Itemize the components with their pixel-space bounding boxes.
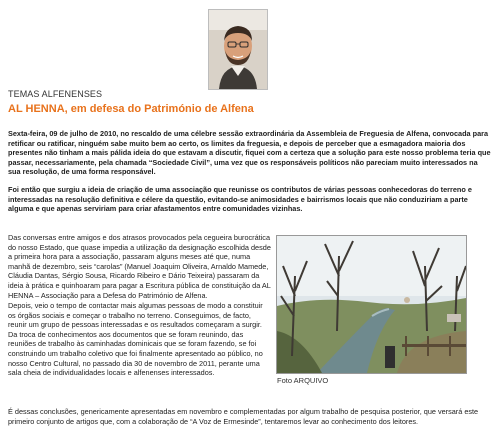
- photo-caption: Foto ARQUIVO: [277, 376, 329, 385]
- article-paragraph-2: Foi então que surgiu a ideia de criação de uma associação que reunisse os contributos de várias pessoas conhecedoras do terreno e interessadas na resolução definitiva e célere da questão, evitando-se animosidades e bairrismos locais que não conduziriam a parte alguma e que apenas serviriam para criar afastamentos entre comunidades vizinhas.: [8, 185, 472, 214]
- author-photo: [208, 9, 268, 90]
- article-paragraph-3: Das conversas entre amigos e dos atrasos provocados pela cegueira burocrática do nosso Estado, que quase impedia a utilização da designação escolhida desde a primeira hora para a associação, passaram alguns meses até que, numa manhã de dezembro, seis “carolas” (Manuel Joaquim Oliveira, Arnaldo Mamede, Cláudia Dantas, Sérgio Sousa, Ricardo Ribeiro e Dário Teixeira) passaram da ideia à prática e quinhoaram para pagar a Escritura pública de constituição da AL HENNA – Associação para a Defesa do Património de Alfena.: [8, 233, 271, 300]
- section-label: TEMAS ALFENENSES: [8, 89, 103, 99]
- river-landscape-photo: [276, 235, 467, 374]
- article-paragraph-5: É dessas conclusões, genericamente apresentadas em novembro e complementadas por algum trabalho de pesquisa posterior, que versará este primeiro conjunto de artigos que, com a colaboração de “A Voz de Ermesinde”, tentaremos levar ao conhecimento dos leitores.: [8, 407, 479, 426]
- article-headline: AL HENNA, em defesa do Património de Alfena: [8, 103, 254, 115]
- article-paragraph-1: Sexta-feira, 09 de julho de 2010, no rescaldo de uma célebre sessão extraordinária da Assembleia de Freguesia de Alfena, convocada para retificar ou ratificar, ninguém sabe muito bem ao certo, os limites da freguesia, e depois de perceber que a esmagadora maioria dos presentes não tinham a mais pálida ideia do que estavam a discutir, fiquei com a certeza que a solução para este nosso problema teria que passar, necessariamente, pela chamada “Sociedade Civil”, uma vez que os responsáveis políticos não pareciam muito interessados na sua resolução, de uma forma responsável.: [8, 129, 491, 177]
- article-paragraph-4: Depois, veio o tempo de contactar mais algumas pessoas de modo a constituir os órgãos sociais e começar o trabalho no terreno. Conseguimos, de facto, reunir um grupo de pessoas interessadas e os resultados começaram a surgir. Da troca de conhecimentos aos documentos que se foram reunindo, das reuniões de trabalho às caminhadas dominicais que se foram fazendo, se foi construindo um trabalho coletivo que foi finalmente apresentado ao público, no nosso Centro Cultural, no passado dia 30 de novembro de 2011, perante uma sala cheia de individualidades locais e alfenenses interessados.: [8, 301, 263, 378]
